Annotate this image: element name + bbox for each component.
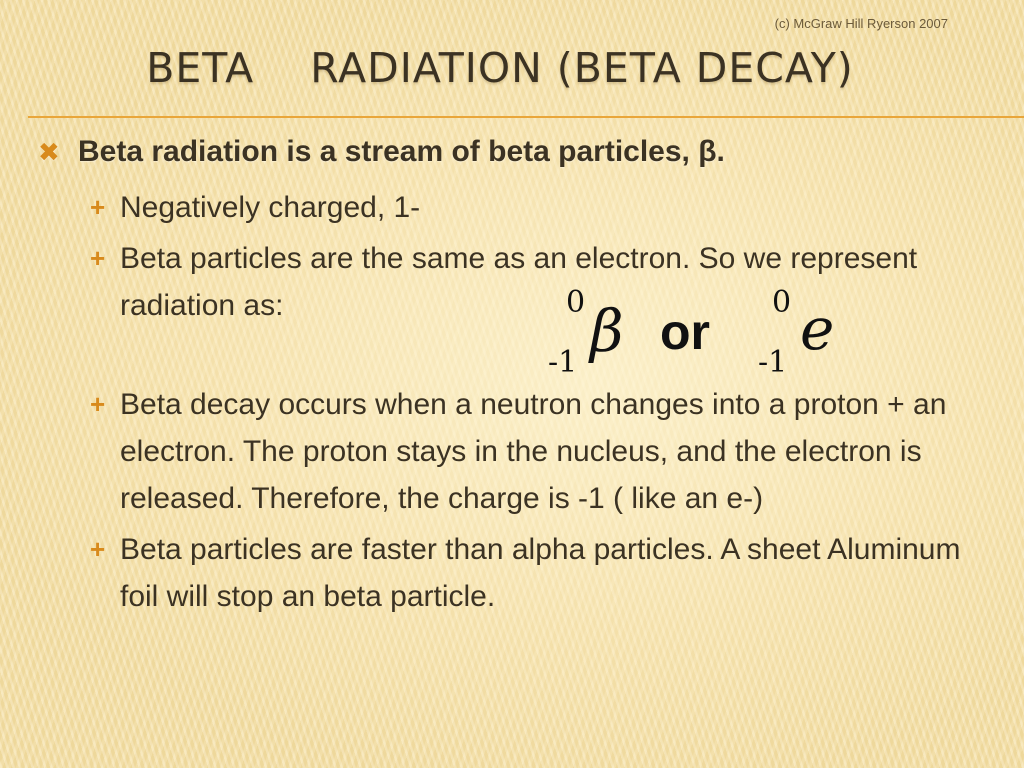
- beta-notation-formula: [546, 285, 856, 385]
- main-bullet-text: Beta radiation is a stream of beta particles, β.: [78, 135, 725, 168]
- sub-bullet-text: Beta decay occurs when a neutron changes into a proton + an electron. The proton stays in the nucleus, and the electron is released. Therefore, the charge is -1 ( like an e-): [120, 388, 947, 515]
- sub-bullet-text: Beta particles are the same as an electron. So we represent radiation as:: [120, 242, 918, 322]
- sub-bullet-text: Beta particles are faster than alpha particles. A sheet Aluminum foil will stop an beta particle.: [120, 533, 961, 613]
- slide-title: BETA RADIATION (BETA DECAY): [146, 44, 854, 92]
- beta-symbol: β: [590, 297, 624, 365]
- x-mark-icon: ✖: [38, 137, 60, 167]
- main-bullet: [30, 132, 990, 172]
- plus-icon: +: [90, 389, 106, 419]
- electron-mass-number: 0: [772, 285, 792, 320]
- plus-icon: +: [90, 192, 106, 222]
- beta-charge-number: -1: [548, 345, 578, 380]
- copyright-notice: (c) McGraw Hill Ryerson 2007: [774, 16, 948, 31]
- sub-bullet-speed: [90, 526, 980, 620]
- plus-icon: +: [90, 243, 106, 273]
- or-text: or: [660, 304, 710, 360]
- beta-mass-number: 0: [566, 285, 586, 320]
- sub-bullet-decay: [90, 381, 980, 522]
- plus-icon: +: [90, 534, 106, 564]
- sub-bullet-charge: [90, 184, 980, 231]
- title-divider: [28, 116, 1024, 118]
- sub-bullet-text: Negatively charged, 1-: [120, 191, 421, 224]
- electron-symbol: e: [800, 295, 835, 363]
- electron-charge-number: -1: [758, 345, 788, 380]
